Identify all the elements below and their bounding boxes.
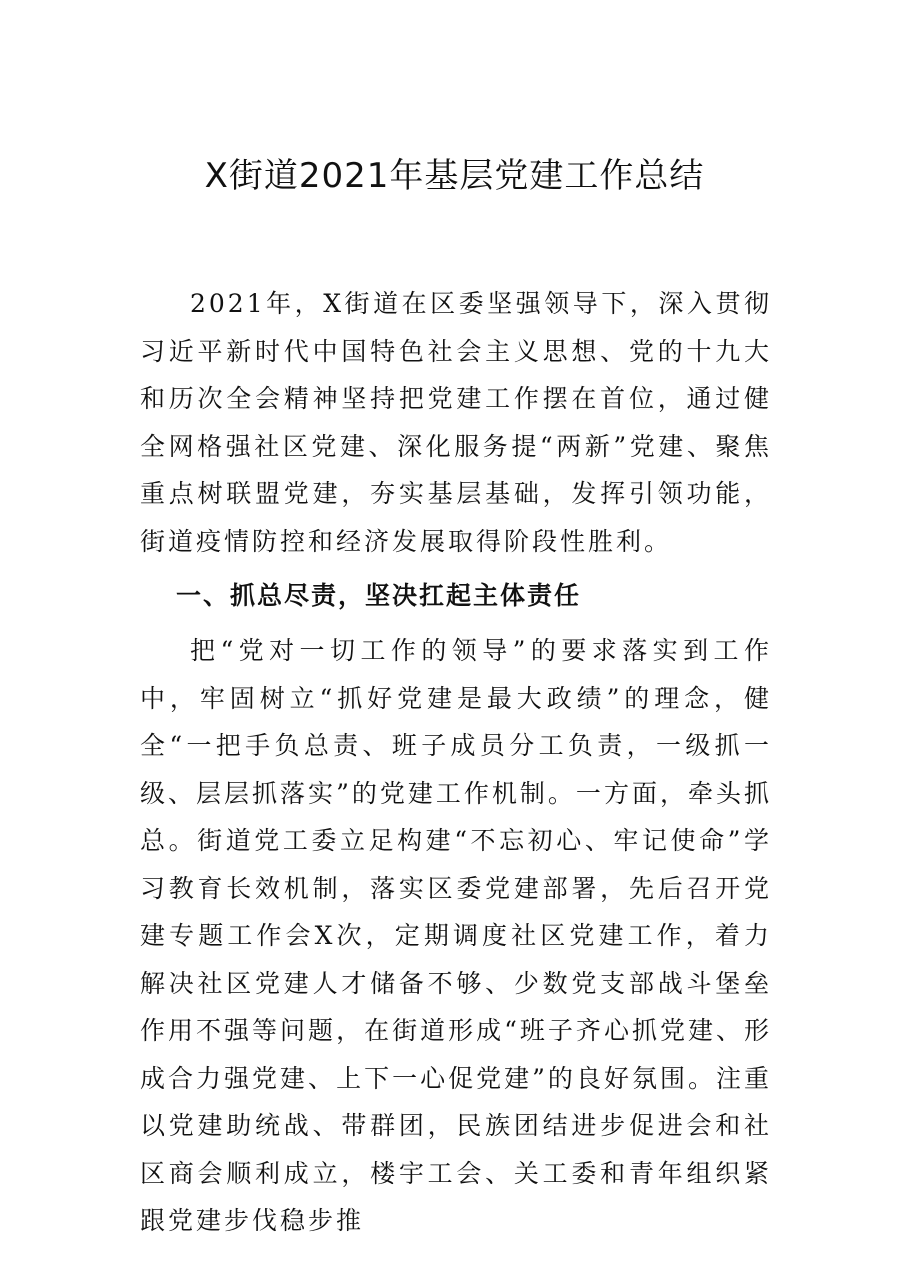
paragraph-section-1-text: 把“党对一切工作的领导”的要求落实到工作中，牢固树立“抓好党建是最大政绩”的理念，健全“一把手负总责、班子成员分工负责，一级抓一级、层层抓落实”的党建工作机制。一方面，牵头抓总。街道党工委立足构建“不忘初心、牢记使命”学习教育长效机制，落实区委党建部署，先后召开党建专题工作会X次，定期调度社区党建工作，着力解决社区党建人才储备不够、少数党支部战斗堡垒作用不强等问题，在街道形成“班子齐心抓党建、形成合力强党建、上下一心促党建”的良好氛围。注重以党建助统战、带群团，民族团结进步促进会和社区商会顺利成立，楼宇工会、关工委和青年组织紧跟党建步伐稳步推 xyxy=(140,636,772,1235)
paragraph-intro xyxy=(140,280,772,565)
section-heading-1: 一、抓总尽责，坚决扛起主体责任 xyxy=(176,581,582,610)
document-title: X街道2021年基层党建工作总结 xyxy=(204,156,705,196)
paragraph-intro-text: 2021年，X街道在区委坚强领导下，深入贯彻习近平新时代中国特色社会主义思想、党的十九大和历次全会精神坚持把党建工作摆在首位，通过健全网格强社区党建、深化服务提“两新”党建、聚焦重点树联盟党建，夯实基层基础，发挥引领功能，街道疫情防控和经济发展取得阶段性胜利。 xyxy=(140,289,772,556)
paragraph-section-1 xyxy=(140,627,772,1245)
